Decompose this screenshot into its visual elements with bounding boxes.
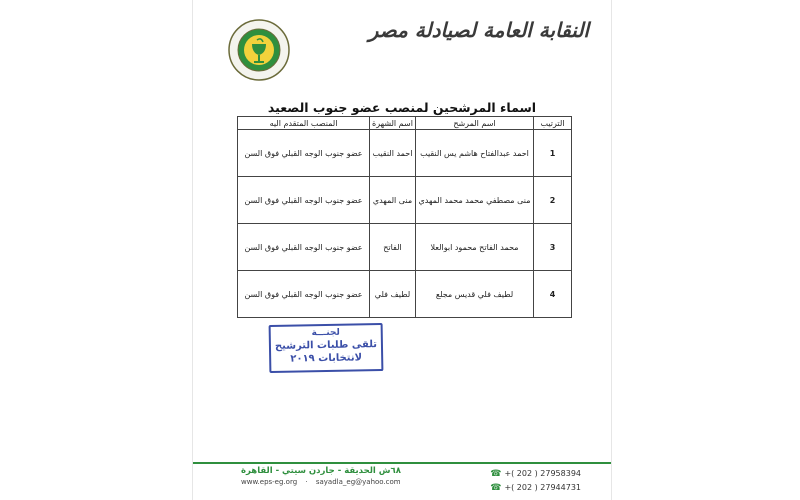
cell-candidate: لطيف فلي قديس مجلع <box>416 271 534 318</box>
phone-icon: ☎ <box>490 469 502 479</box>
table-header-row <box>238 117 572 130</box>
footer-email: sayadla_eg@yahoo.com <box>315 478 401 486</box>
phone-line-1 <box>490 467 581 481</box>
cell-nickname: لطيف فلي <box>370 271 416 318</box>
footer-divider <box>193 462 611 464</box>
header-candidate: اسم المرشح <box>416 117 534 130</box>
stamp-line-3: لانتخابات ٢٠١٩ <box>290 352 363 365</box>
document-page <box>192 0 612 500</box>
cell-position: عضو جنوب الوجه القبلي فوق السن <box>238 130 370 177</box>
cell-nickname: احمد النقيب <box>370 130 416 177</box>
header-rank: الترتيب <box>534 117 572 130</box>
footer-phones <box>490 467 581 495</box>
footer-address: ٦٨ش الحديقة - جاردن سيتي - القاهرة <box>241 466 401 476</box>
separator: · <box>305 478 308 486</box>
footer-website: www.eps-eg.org <box>241 478 298 486</box>
table-row <box>238 130 572 177</box>
cell-rank: 2 <box>534 177 572 224</box>
cell-candidate: محمد الفاتح محمود ابوالعلا <box>416 224 534 271</box>
cell-position: عضو جنوب الوجه القبلي فوق السن <box>238 177 370 224</box>
cell-rank: 4 <box>534 271 572 318</box>
cell-position: عضو جنوب الوجه القبلي فوق السن <box>238 224 370 271</box>
stamp-line-1: لجنـــة <box>311 327 340 339</box>
table-row <box>238 177 572 224</box>
committee-stamp <box>269 323 384 373</box>
cell-nickname: منى المهدي <box>370 177 416 224</box>
header-position: المنصب المتقدم اليه <box>238 117 370 130</box>
cell-position: عضو جنوب الوجه القبلي فوق السن <box>238 271 370 318</box>
phone-number-1: +( 202 ) 27958394 <box>504 469 581 478</box>
syndicate-seal-logo <box>227 18 291 82</box>
fax-icon: ☎ <box>490 483 502 493</box>
table-row <box>238 271 572 318</box>
cell-nickname: الفاتح <box>370 224 416 271</box>
cell-rank: 1 <box>534 130 572 177</box>
cell-candidate: احمد عبدالفتاح هاشم يس النقيب <box>416 130 534 177</box>
footer-contact-links <box>241 478 401 486</box>
letterhead-title: النقابة العامة لصيادلة مصر <box>368 18 589 42</box>
phone-line-2 <box>490 481 581 495</box>
table-row <box>238 224 572 271</box>
cell-rank: 3 <box>534 224 572 271</box>
candidates-table <box>237 116 572 318</box>
document-title: اسماء المرشحين لمنصب عضو جنوب الصعيد <box>267 100 537 115</box>
stamp-line-2: تلقى طلبات الترشيح <box>274 339 378 352</box>
cell-candidate: منى مصطفي محمد محمد المهدي <box>416 177 534 224</box>
header-nickname: اسم الشهرة <box>370 117 416 130</box>
phone-number-2: +( 202 ) 27944731 <box>504 483 581 492</box>
